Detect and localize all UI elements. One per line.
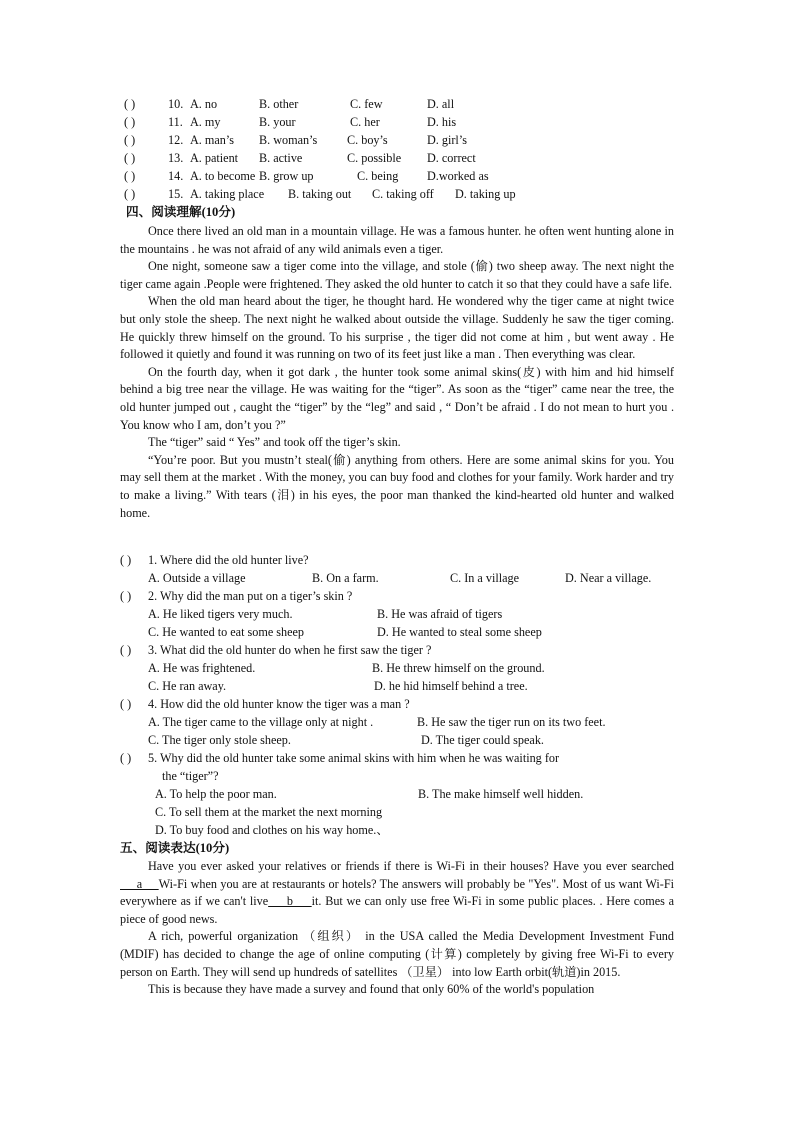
question-number: 14. [168,169,184,183]
question-stem: 3. What did the old hunter do when he first saw the tiger ? [148,643,432,657]
question-number: 12. [168,133,184,147]
answer-option[interactable]: B. He threw himself on the ground. [372,661,545,675]
answer-option[interactable]: B. The make himself well hidden. [418,787,584,801]
question-stem: 2. Why did the man put on a tiger’s skin ? [148,589,353,603]
answer-option[interactable]: A. The tiger came to the village only at night . [148,715,374,729]
blank-a[interactable]: a [120,876,159,891]
option-b: B. other [259,97,299,111]
answer-option[interactable]: C. He wanted to eat some sheep [148,625,305,639]
answer-option[interactable]: B. He saw the tiger run on its two feet. [417,715,606,729]
passage-paragraph: “You’re poor. But you mustn’t steal(偷) anything from others. Here are some animal skins for you. You may sell them at the market . With the money, you can buy food and clothes for your family. Work harder and try to make a living.” With tears (泪) in his eyes, the poor man thanked the kind-hearted old hunter and walked home. [120,452,674,520]
answer-option[interactable]: D. he hid himself behind a tree. [374,679,528,693]
option-a: A. taking place [190,187,265,201]
answer-option[interactable]: A. He was frightened. [148,661,256,675]
answer-option[interactable]: B. He was afraid of tigers [377,607,503,621]
option-d: D. all [427,97,455,111]
answer-paren[interactable]: ( ) [124,169,136,183]
option-d: D. correct [427,151,476,165]
question-stem: 5. Why did the old hunter take some animal skins with him when he was waiting for [148,751,560,765]
answer-option[interactable]: A. Outside a village [148,571,246,585]
option-c: C. her [350,115,380,129]
option-d: D. taking up [455,187,516,201]
answer-paren[interactable]: ( ) [124,187,136,201]
question-number: 11. [168,115,183,129]
reading-passage [120,223,674,522]
answer-option[interactable]: A. To help the poor man. [155,787,277,801]
answer-option[interactable]: C. The tiger only stole sheep. [148,733,291,747]
passage-text: it. But we can only use free Wi-Fi in some public places. . Here comes a piece of good news. [120,894,674,926]
question-stem: the “tiger”? [162,769,219,783]
option-c: C. being [357,169,399,183]
option-d: D. girl’s [427,133,467,147]
option-c: C. possible [347,151,402,165]
answer-option[interactable]: A. He liked tigers very much. [148,607,293,621]
option-d: D.worked as [427,169,489,183]
passage-paragraph: On the fourth day, when it got dark , the hunter took some animal skins(皮) with him and hid himself behind a big tree near the village. He was waiting for the “tiger”. As soon as the “tiger” came near the tree, the old hunter jumped out , caught the “tiger” by the “leg” and said , “ Don’t be afraid . I do not mean to hurt you . You know who I am, don’t you ?” [120,364,674,432]
passage-paragraph: This is because they have made a survey and found that only 60% of the world's population [148,982,595,997]
option-d: D. his [427,115,457,129]
answer-paren[interactable]: ( ) [120,589,132,603]
section-4-heading: 四、阅读理解(10分) [126,205,236,219]
passage-paragraph: One night, someone saw a tiger come into the village, and stole (偷) two sheep away. The next night the tiger came again .People were frightened. They asked the old hunter to catch it so that they could have a safe life. [120,259,674,291]
option-b: B. taking out [288,187,352,201]
passage-paragraph: A rich, powerful organization （组织） in the USA called the Media Development Investment Fund (MDIF) has decided to change the age of online computing (计算) completely by giving free Wi-Fi to every person on Earth. They will send up hundreds of satellites （卫星） into low Earth orbit(轨道)in 2015. [120,929,674,979]
answer-paren[interactable]: ( ) [120,697,132,711]
answer-option[interactable]: D. He wanted to steal some sheep [377,625,542,639]
question-stem: 4. How did the old hunter know the tiger was a man ? [148,697,410,711]
answer-option[interactable]: D. The tiger could speak. [421,733,544,747]
question-stem: 1. Where did the old hunter live? [148,553,309,567]
answer-option[interactable]: D. To buy food and clothes on his way home.、 [155,823,389,837]
option-a: A. man’s [190,133,235,147]
answer-option[interactable]: D. Near a village. [565,571,652,585]
answer-paren[interactable]: ( ) [124,115,136,129]
answer-paren[interactable]: ( ) [124,133,136,147]
option-a: A. to become [190,169,256,183]
section-5-passage [120,858,674,999]
option-b: B. woman’s [259,133,318,147]
option-b: B. active [259,151,303,165]
option-c: C. few [350,97,383,111]
blank-b[interactable]: b [268,894,312,909]
question-number: 13. [168,151,184,165]
option-a: A. no [190,97,218,111]
passage-paragraph: When the old man heard about the tiger, he thought hard. He wondered why the tiger came at night twice but only stole the sheep. The next night he walked about outside the village. Suddenly he saw the tiger coming. He quickly threw himself on the ground. To his surprise , the tiger did not come at him , but went away . He followed it quietly and found it was running on two of its feet just like a man . Then everything was clear. [120,294,674,362]
answer-paren[interactable]: ( ) [120,553,132,567]
answer-paren[interactable]: ( ) [124,151,136,165]
question-number: 10. [168,97,184,111]
option-b: B. your [259,115,296,129]
answer-paren[interactable]: ( ) [124,97,136,111]
question-number: 15. [168,187,184,201]
option-a: A. patient [190,151,239,165]
option-a: A. my [190,115,221,129]
answer-option[interactable]: B. On a farm. [312,571,379,585]
section-5-heading: 五、阅读表达(10分) [120,841,230,855]
passage-text: Wi-Fi when you are at restaurants or hotels? The answers will probably be "Yes". Most of us want Wi-Fi everywhere as if we can't live [120,876,674,909]
answer-paren[interactable]: ( ) [120,643,132,657]
passage-text: Have you ever asked your relatives or friends if there is Wi-Fi in their houses? Have you ever searched [148,859,674,873]
passage-paragraph: Once there lived an old man in a mountain village. He was a famous hunter. he often went hunting alone in the mountains . he was not afraid of any wild animals even a tiger. [120,224,674,256]
answer-option[interactable]: C. To sell them at the market the next morning [155,805,383,819]
option-b: B. grow up [259,169,314,183]
option-c: C. boy’s [347,133,388,147]
answer-paren[interactable]: ( ) [120,751,132,765]
passage-paragraph [120,858,674,928]
answer-option[interactable]: C. He ran away. [148,679,227,693]
option-c: C. taking off [372,187,434,201]
passage-paragraph: The “tiger” said “ Yes” and took off the tiger’s skin. [148,435,401,450]
answer-option[interactable]: C. In a village [450,571,520,585]
